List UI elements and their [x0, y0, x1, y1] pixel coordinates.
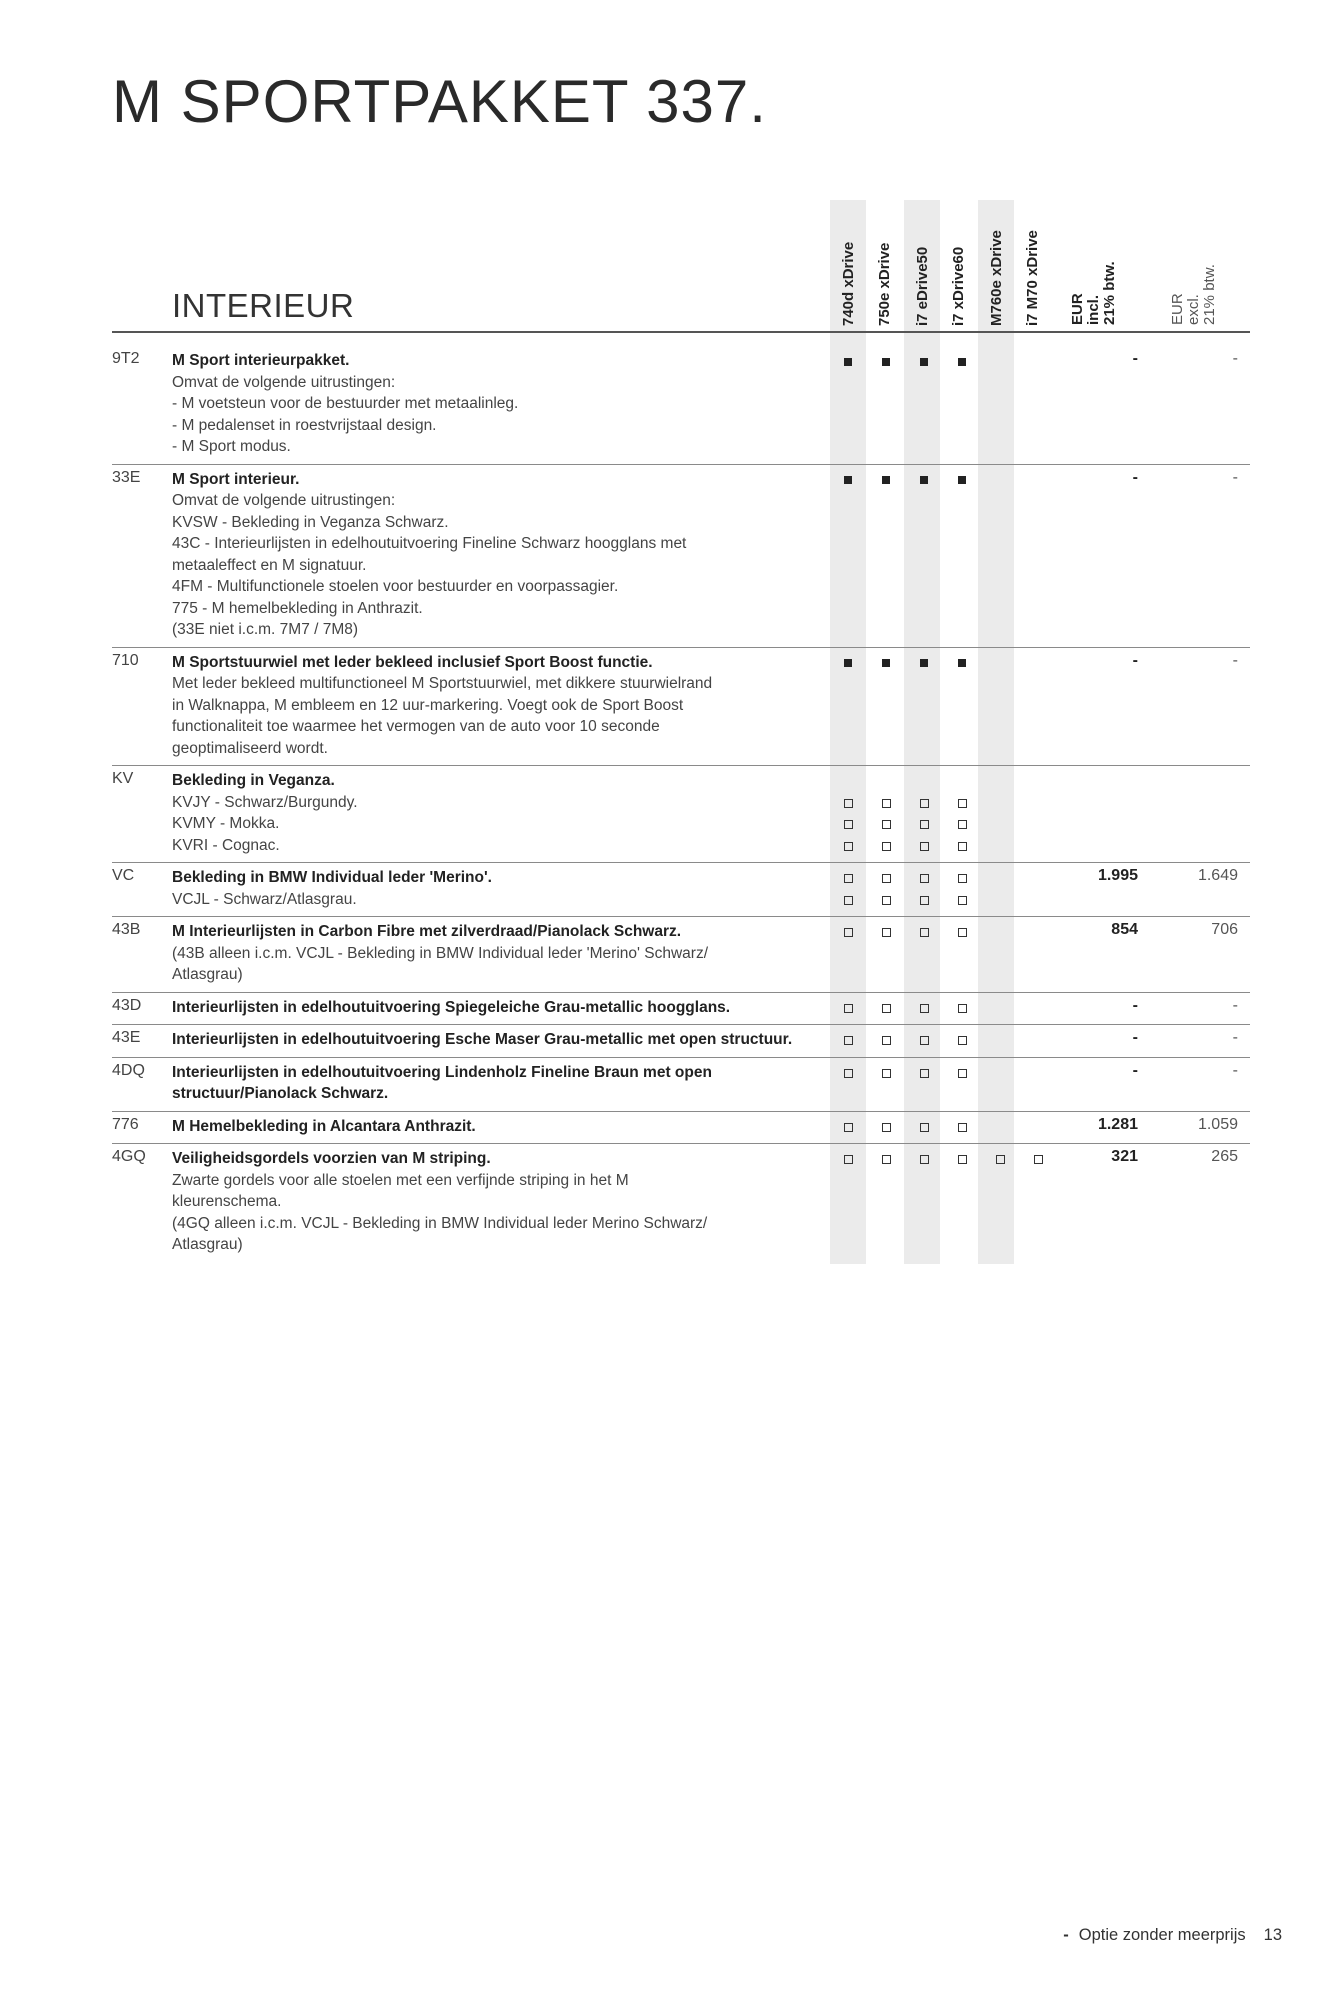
availability-cell	[868, 346, 904, 464]
option-mark-icon	[868, 835, 904, 857]
empty-mark	[982, 770, 1018, 792]
option-description	[172, 1025, 830, 1058]
price-excl-vat: 1.649	[1138, 863, 1250, 917]
option-code: 4DQ	[112, 1057, 172, 1111]
option-mark-icon	[982, 1148, 1018, 1170]
empty-mark	[1020, 889, 1056, 911]
empty-mark	[982, 1062, 1018, 1084]
availability-cell	[868, 917, 904, 993]
empty-mark	[1020, 921, 1056, 943]
price-incl-vat: -	[1056, 1057, 1138, 1111]
option-detail-line: kleurenschema.	[172, 1193, 282, 1210]
model-header-label: M760e xDrive	[987, 230, 1005, 326]
legend-dash: -	[1063, 1926, 1069, 1944]
availability-cell	[830, 992, 866, 1025]
option-description	[172, 1144, 830, 1262]
option-name: Bekleding in BMW Individual leder 'Merino'.	[172, 869, 492, 886]
model-header	[866, 210, 902, 326]
availability-cell	[868, 766, 904, 863]
price-excl-vat	[1138, 766, 1250, 863]
empty-mark	[982, 889, 1018, 911]
availability-cell	[982, 464, 1018, 647]
option-mark-icon	[868, 1029, 904, 1051]
empty-mark	[982, 921, 1018, 943]
availability-cell	[944, 1111, 980, 1144]
price-excl-line: EUR	[1169, 293, 1186, 325]
price-excl-vat: 265	[1211, 1148, 1238, 1165]
footer	[1063, 1926, 1282, 1945]
availability-cell	[906, 1025, 942, 1058]
availability-cell	[1020, 917, 1056, 993]
price-excl-vat: 706	[1138, 917, 1250, 993]
option-detail-line: functionaliteit toe waarmee het vermogen van de auto voor 10 seconde	[172, 718, 660, 735]
standard-mark-icon	[830, 350, 866, 372]
price-incl-line: incl.	[1085, 294, 1102, 325]
option-mark-icon	[906, 867, 942, 889]
option-mark-icon	[830, 867, 866, 889]
availability-cell	[1020, 464, 1056, 647]
availability-cell	[830, 917, 866, 993]
option-mark-icon	[944, 997, 980, 1019]
empty-mark	[982, 867, 1018, 889]
option-detail-line: Atlasgrau)	[172, 1236, 243, 1253]
availability-cell	[906, 992, 942, 1025]
standard-mark-icon	[906, 350, 942, 372]
availability-cell	[944, 346, 980, 464]
option-code: 4GQ	[112, 1148, 146, 1165]
option-detail-line: in Walknappa, M embleem en 12 uur-markering. Voegt ook de Sport Boost	[172, 696, 684, 714]
option-name: M Sport interieurpakket.	[172, 352, 350, 369]
option-detail-line: (33E niet i.c.m. 7M7 / 7M8)	[172, 621, 359, 638]
option-description	[172, 863, 830, 917]
option-mark-icon	[868, 867, 904, 889]
availability-cell	[906, 766, 942, 863]
price-incl-vat	[1056, 766, 1138, 863]
option-mark-icon	[906, 997, 942, 1019]
option-mark-icon	[830, 1116, 866, 1138]
option-detail-line: Atlasgrau)	[172, 966, 243, 983]
empty-mark	[1020, 770, 1056, 792]
availability-cell	[830, 346, 866, 464]
empty-mark	[982, 1029, 1018, 1051]
model-header-label: 750e xDrive	[875, 242, 893, 326]
option-description	[172, 1111, 830, 1144]
header-divider	[112, 331, 1250, 333]
price-incl-vat: 321	[1111, 1148, 1138, 1165]
option-mark-icon	[944, 921, 980, 943]
option-detail-line: - M pedalenset in roestvrijstaal design.	[172, 416, 437, 434]
option-code: 43B	[112, 917, 172, 993]
availability-cell	[868, 464, 904, 647]
availability-cell	[944, 1025, 980, 1058]
availability-cell	[944, 647, 980, 766]
availability-cell	[868, 1111, 904, 1144]
page-title: M SPORTPAKKET 337.	[112, 68, 767, 135]
option-code: 9T2	[112, 346, 172, 464]
availability-cell	[1020, 1144, 1056, 1262]
option-mark-icon	[868, 1062, 904, 1084]
option-detail-line: 43C - Interieurlijsten in edelhoutuitvoering Fineline Schwarz hoogglans met	[172, 535, 687, 552]
availability-cell	[1020, 992, 1056, 1025]
availability-cell	[982, 1057, 1018, 1111]
price-excl-vat: 1.059	[1138, 1111, 1250, 1144]
price-incl-vat: -	[1056, 464, 1138, 647]
option-mark-icon	[906, 792, 942, 814]
availability-cell	[906, 1111, 942, 1144]
option-mark-icon	[868, 792, 904, 814]
empty-mark	[906, 770, 942, 792]
availability-cell	[982, 863, 1018, 917]
standard-mark-icon	[906, 469, 942, 491]
empty-mark	[1020, 997, 1056, 1019]
model-header-label: i7 eDrive50	[913, 246, 931, 326]
empty-mark	[1020, 652, 1056, 674]
option-mark-icon	[868, 889, 904, 911]
option-mark-icon	[868, 1116, 904, 1138]
options-table	[112, 346, 1250, 1262]
option-detail-line: - M voetsteun voor de bestuurder met metaalinleg.	[172, 395, 519, 412]
option-mark-icon	[906, 1116, 942, 1138]
availability-cell	[944, 992, 980, 1025]
availability-cell	[868, 647, 904, 766]
price-incl-vat: -	[1056, 647, 1138, 766]
price-excl-vat: -	[1138, 647, 1250, 766]
option-row	[112, 863, 1250, 917]
empty-mark	[982, 350, 1018, 372]
option-mark-icon	[944, 1116, 980, 1138]
price-incl-vat: 1.995	[1056, 863, 1138, 917]
legend-text: Optie zonder meerprijs	[1078, 1926, 1246, 1944]
option-detail-line: KVRI - Cognac.	[172, 836, 280, 854]
availability-cell	[830, 464, 866, 647]
option-name: Veiligheidsgordels voorzien van M striping.	[172, 1150, 491, 1167]
option-row	[112, 992, 1250, 1025]
option-mark-icon	[830, 921, 866, 943]
option-description	[172, 766, 830, 863]
price-incl-vat: 854	[1056, 917, 1138, 993]
empty-mark	[982, 813, 1018, 835]
empty-mark	[1020, 813, 1056, 835]
availability-cell	[1020, 1025, 1056, 1058]
option-detail-line: KVJY - Schwarz/Burgundy.	[172, 793, 358, 811]
availability-cell	[982, 647, 1018, 766]
empty-mark	[1020, 1116, 1056, 1138]
option-mark-icon	[944, 792, 980, 814]
option-code: KV	[112, 766, 172, 863]
option-mark-icon	[1020, 1148, 1056, 1170]
empty-mark	[1020, 835, 1056, 857]
empty-mark	[982, 469, 1018, 491]
availability-cell	[868, 1144, 904, 1262]
availability-cell	[830, 1025, 866, 1058]
availability-cell	[830, 647, 866, 766]
option-detail-line: 4FM - Multifunctionele stoelen voor bestuurder en voorpassagier.	[172, 578, 619, 595]
empty-mark	[982, 835, 1018, 857]
option-mark-icon	[944, 1029, 980, 1051]
standard-mark-icon	[868, 350, 904, 372]
empty-mark	[982, 997, 1018, 1019]
option-row	[112, 1144, 1250, 1262]
price-incl-vat: 1.281	[1056, 1111, 1138, 1144]
standard-mark-icon	[830, 652, 866, 674]
option-mark-icon	[906, 835, 942, 857]
empty-mark	[944, 770, 980, 792]
availability-cell	[830, 1144, 866, 1262]
option-mark-icon	[944, 889, 980, 911]
price-excl-vat: -	[1138, 464, 1250, 647]
empty-mark	[1020, 469, 1056, 491]
availability-cell	[944, 1144, 980, 1262]
option-mark-icon	[906, 813, 942, 835]
price-incl-vat: -	[1056, 1025, 1138, 1058]
option-mark-icon	[906, 889, 942, 911]
model-header	[904, 210, 940, 326]
option-mark-icon	[830, 813, 866, 835]
option-code: 710	[112, 647, 172, 766]
model-header-label: 740d xDrive	[839, 241, 857, 326]
availability-cell	[868, 1025, 904, 1058]
availability-cell	[906, 464, 942, 647]
price-excl-vat: -	[1138, 992, 1250, 1025]
availability-cell	[830, 766, 866, 863]
empty-mark	[1020, 792, 1056, 814]
option-name: M Sportstuurwiel met leder bekleed inclusief Sport Boost functie.	[172, 653, 653, 671]
empty-mark	[982, 1116, 1018, 1138]
option-code: 33E	[112, 464, 172, 647]
option-mark-icon	[868, 813, 904, 835]
option-detail-line: Omvat de volgende uitrustingen:	[172, 492, 396, 509]
availability-cell	[830, 1057, 866, 1111]
section-title: INTERIEUR	[172, 287, 355, 324]
availability-cell	[830, 1111, 866, 1144]
option-mark-icon	[830, 792, 866, 814]
option-name: M Sport interieur.	[172, 470, 300, 488]
price-excl-vat: -	[1138, 346, 1250, 464]
option-mark-icon	[868, 1148, 904, 1170]
option-mark-icon	[944, 867, 980, 889]
option-name: Interieurlijsten in edelhoutuitvoering Spiegeleiche Grau-metallic hoogglans.	[172, 998, 731, 1016]
empty-mark	[868, 770, 904, 792]
availability-cell	[982, 766, 1018, 863]
standard-mark-icon	[868, 652, 904, 674]
option-detail-line: (4GQ alleen i.c.m. VCJL - Bekleding in BMW Individual leder Merino Schwarz/	[172, 1214, 708, 1232]
option-mark-icon	[830, 1029, 866, 1051]
empty-mark	[982, 652, 1018, 674]
price-incl-vat: -	[1056, 992, 1138, 1025]
availability-cell	[1020, 863, 1056, 917]
option-name: Interieurlijsten in edelhoutuitvoering Lindenholz Fineline Braun met open structuur/Pianolack Schwarz.	[172, 1063, 712, 1102]
option-mark-icon	[830, 1062, 866, 1084]
availability-cell	[1020, 1057, 1056, 1111]
availability-cell	[944, 766, 980, 863]
price-excl-vat: -	[1138, 1057, 1250, 1111]
option-detail-line: 775 - M hemelbekleding in Anthrazit.	[172, 599, 423, 617]
option-detail-line: - M Sport modus.	[172, 438, 291, 455]
option-row	[112, 1025, 1250, 1058]
option-name: M Interieurlijsten in Carbon Fibre met zilverdraad/Pianolack Schwarz.	[172, 923, 682, 940]
standard-mark-icon	[944, 350, 980, 372]
option-mark-icon	[830, 835, 866, 857]
option-mark-icon	[944, 835, 980, 857]
option-description	[172, 647, 830, 766]
empty-mark	[1020, 1062, 1056, 1084]
availability-cell	[906, 1057, 942, 1111]
option-mark-icon	[868, 997, 904, 1019]
option-description	[172, 464, 830, 647]
empty-mark	[982, 792, 1018, 814]
model-header-label: i7 xDrive60	[949, 246, 967, 326]
option-detail-line: Zwarte gordels voor alle stoelen met een verfijnde striping in het M	[172, 1171, 629, 1189]
availability-cell	[906, 863, 942, 917]
availability-cell	[868, 992, 904, 1025]
standard-mark-icon	[944, 469, 980, 491]
option-name: Interieurlijsten in edelhoutuitvoering Esche Maser Grau-metallic met open structuur.	[172, 1031, 793, 1048]
option-description	[172, 346, 830, 464]
availability-cell	[982, 992, 1018, 1025]
option-name: M Hemelbekleding in Alcantara Anthrazit.	[172, 1117, 476, 1135]
standard-mark-icon	[906, 652, 942, 674]
availability-cell	[906, 647, 942, 766]
price-incl-header	[1070, 225, 1130, 325]
price-incl-vat: -	[1056, 346, 1138, 464]
model-header	[1014, 210, 1050, 326]
availability-cell	[1020, 346, 1056, 464]
model-header	[978, 210, 1014, 326]
option-detail-line: Met leder bekleed multifunctioneel M Sportstuurwiel, met dikkere stuurwielrand	[172, 675, 713, 692]
price-incl-line: 21% btw.	[1101, 261, 1118, 325]
standard-mark-icon	[944, 652, 980, 674]
availability-cell	[982, 1025, 1018, 1058]
availability-cell	[906, 917, 942, 993]
availability-cell	[982, 1144, 1018, 1262]
availability-cell	[830, 863, 866, 917]
empty-mark	[1020, 1029, 1056, 1051]
empty-mark	[1020, 350, 1056, 372]
option-detail-line: KVMY - Mokka.	[172, 815, 280, 832]
standard-mark-icon	[830, 469, 866, 491]
option-row	[112, 1057, 1250, 1111]
availability-cell	[1020, 1111, 1056, 1144]
availability-cell	[982, 1111, 1018, 1144]
option-mark-icon	[868, 921, 904, 943]
price-incl-line: EUR	[1069, 293, 1086, 325]
option-row	[112, 1111, 1250, 1144]
model-header	[940, 210, 976, 326]
option-mark-icon	[830, 889, 866, 911]
availability-cell	[944, 863, 980, 917]
availability-cell	[944, 1057, 980, 1111]
option-detail-line: KVSW - Bekleding in Veganza Schwarz.	[172, 513, 449, 531]
option-row	[112, 647, 1250, 766]
availability-cell	[944, 917, 980, 993]
price-excl-line: 21% btw.	[1201, 264, 1218, 325]
option-mark-icon	[906, 921, 942, 943]
price-excl-vat: -	[1138, 1025, 1250, 1058]
option-mark-icon	[944, 813, 980, 835]
availability-cell	[868, 1057, 904, 1111]
option-code: VC	[112, 863, 172, 917]
model-header	[830, 210, 866, 326]
option-mark-icon	[944, 1062, 980, 1084]
option-mark-icon	[906, 1029, 942, 1051]
option-name: Bekleding in Veganza.	[172, 772, 335, 789]
availability-cell	[868, 863, 904, 917]
availability-cell	[1020, 647, 1056, 766]
option-mark-icon	[830, 1148, 866, 1170]
option-mark-icon	[830, 997, 866, 1019]
option-mark-icon	[944, 1148, 980, 1170]
option-detail-line: Omvat de volgende uitrustingen:	[172, 373, 396, 391]
option-detail-line: metaaleffect en M signatuur.	[172, 556, 367, 574]
page-number: 13	[1263, 1926, 1282, 1944]
option-row	[112, 346, 1250, 464]
standard-mark-icon	[868, 469, 904, 491]
availability-cell	[982, 346, 1018, 464]
option-row	[112, 464, 1250, 647]
option-detail-line: (43B alleen i.c.m. VCJL - Bekleding in BMW Individual leder 'Merino' Schwarz/	[172, 944, 709, 962]
availability-cell	[982, 917, 1018, 993]
option-description	[172, 992, 830, 1025]
option-detail-line: geoptimaliseerd wordt.	[172, 739, 328, 757]
option-mark-icon	[906, 1148, 942, 1170]
availability-cell	[906, 346, 942, 464]
price-excl-line: excl.	[1185, 294, 1202, 325]
option-description	[172, 917, 830, 993]
option-detail-line: VCJL - Schwarz/Atlasgrau.	[172, 890, 357, 908]
option-code: 43E	[112, 1025, 172, 1058]
price-excl-header	[1170, 225, 1230, 325]
model-header-label: i7 M70 xDrive	[1023, 230, 1041, 326]
option-code: 43D	[112, 992, 172, 1025]
option-mark-icon	[906, 1062, 942, 1084]
option-description	[172, 1057, 830, 1111]
option-row	[112, 766, 1250, 863]
option-row	[112, 917, 1250, 993]
availability-cell	[906, 1144, 942, 1262]
empty-mark	[830, 770, 866, 792]
empty-mark	[1020, 867, 1056, 889]
option-code: 776	[112, 1111, 172, 1144]
availability-cell	[1020, 766, 1056, 863]
availability-cell	[944, 464, 980, 647]
